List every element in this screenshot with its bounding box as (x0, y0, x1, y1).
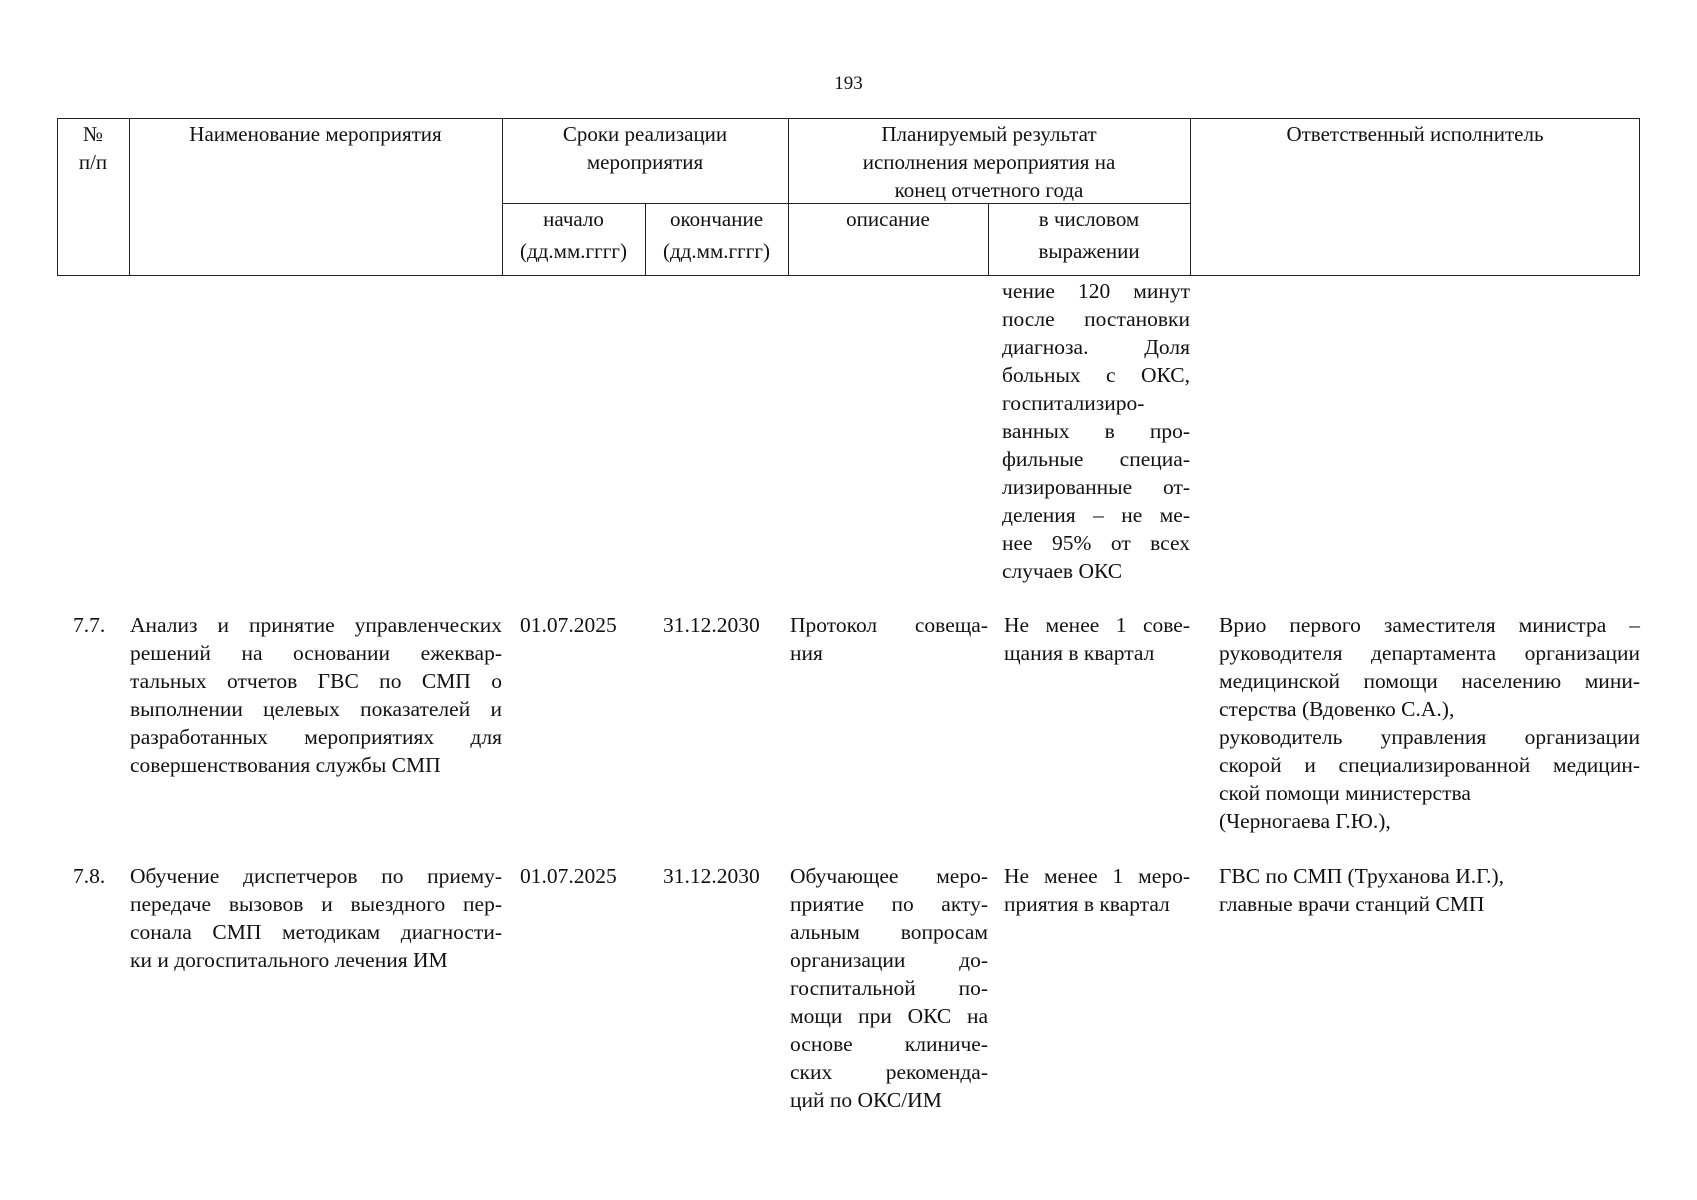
row-7-7-description: Протокол совеща- ния (790, 613, 988, 665)
header-description: описание (846, 207, 930, 231)
row-7-8-responsible: ГВС по СМП (Труханова И.Г.), главные врачи станций СМП (1219, 864, 1505, 916)
row-7-7-responsible: Врио первого заместителя министра – руководителя департамента организации медицинской помощи населению мини- стерства (Вдовенко С.А.), руководитель управления организации скорой и специализированной медицин- ской помощи министерства (Черногаева Г.Ю.), (1219, 613, 1640, 833)
header-start: начало (дд.мм.гггг) (520, 207, 627, 263)
row-7-8-end: 31.12.2030 (663, 864, 760, 888)
header-responsible: Ответственный исполнитель (1286, 122, 1544, 146)
header-num: № п/п (78, 122, 108, 174)
header-terms: Сроки реализации мероприятия (562, 122, 728, 174)
page-number: 193 (834, 73, 863, 94)
row-7-8-name: Обучение диспетчеров по приему- передаче вызовов и выездного пер- сонала СМП методикам диагности- ки и догоспитального лечения ИМ (130, 864, 502, 972)
header-numeric: в числовом выражении (1038, 207, 1140, 263)
row-7-8-num: 7.8. (73, 864, 106, 888)
header-result: Планируемый результат исполнения мероприятия на конец отчетного года (862, 122, 1116, 202)
header-end: окончание (дд.мм.гггг) (663, 207, 770, 263)
row-7-7-num: 7.7. (73, 613, 106, 637)
header-name: Наименование мероприятия (189, 122, 442, 146)
row-7-7-numeric: Не менее 1 сове- щания в квартал (1004, 613, 1190, 665)
row-7-8-start: 01.07.2025 (520, 864, 617, 888)
row-7-8-description: Обучающее меро- приятие по акту- альным вопросам организации до- госпитальной по- мощи при ОКС на основе клиниче- ских рекоменда- ций по ОКС/ИМ (790, 864, 988, 1112)
row-7-8-numeric: Не менее 1 меро- приятия в квартал (1004, 864, 1190, 916)
row-7-7-name: Анализ и принятие управленческих решений на основании ежеквар- тальных отчетов ГВС по СМП о выполнении целевых показателей и разработанных мероприятиях для совершенствования службы СМП (130, 613, 502, 777)
continuation-numeric: чение 120 минут после постановки диагноза. Доля больных с ОКС, госпитализиро- ванных в про- фильные специа- лизированные от- деления – не ме- нее 95% от всех случаев ОКС (1002, 279, 1190, 583)
row-7-7-end: 31.12.2030 (663, 613, 760, 637)
row-7-7-start: 01.07.2025 (520, 613, 617, 637)
